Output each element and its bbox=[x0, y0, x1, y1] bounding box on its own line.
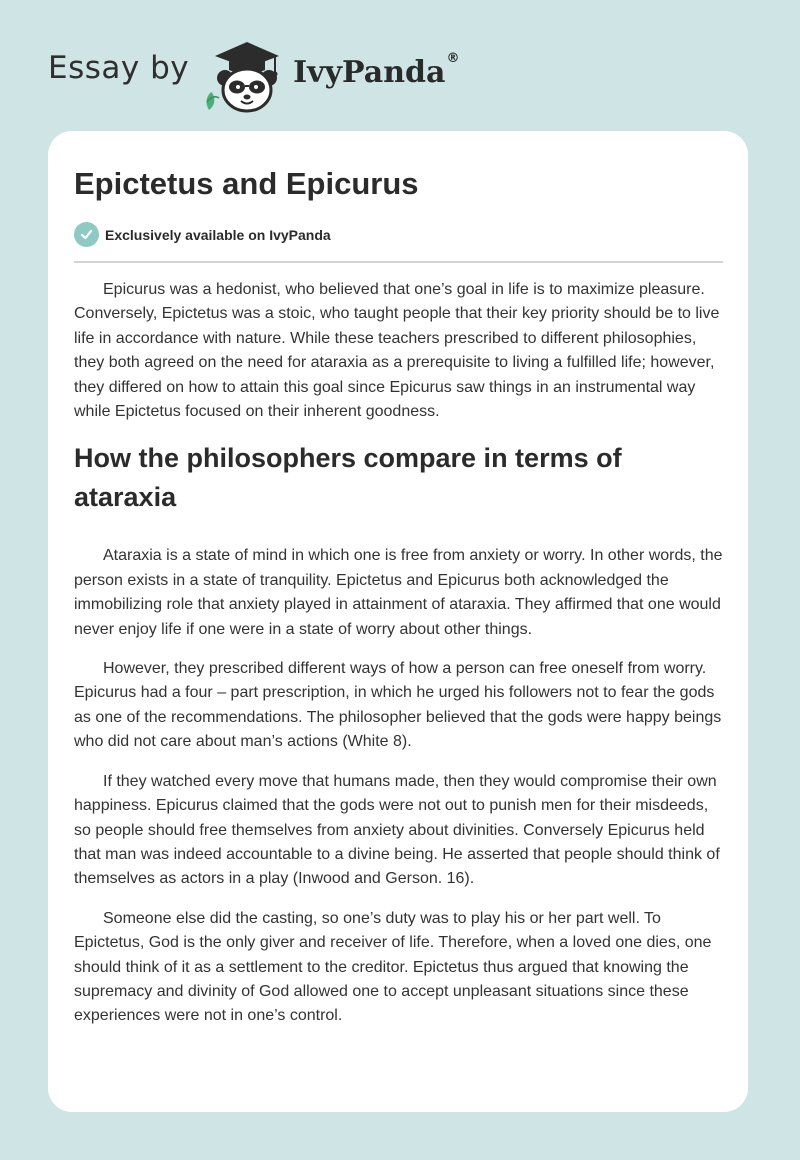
page-title: Epictetus and Epicurus bbox=[74, 166, 419, 201]
brand-name: IvyPanda® bbox=[293, 50, 460, 90]
body-paragraph: However, they prescribed different ways of how a person can free oneself from worry. Epicurus had a four – part prescription, in which he urged his followers not to fear the gods as one of the recommendations. The philosopher believed that the gods were happy beings who did not care about man’s actions (White 8). bbox=[74, 660, 722, 751]
check-icon bbox=[74, 222, 99, 247]
badge-text: Exclusively available on IvyPanda bbox=[105, 226, 331, 243]
divider bbox=[74, 261, 723, 263]
panda-logo-icon bbox=[201, 34, 293, 114]
body-paragraph: Ataraxia is a state of mind in which one is free from anxiety or worry. In other words, the person exists in a state of tranquility. Epictetus and Epicurus both acknowledged the immobilizing role that anxiety played in attainment of ataraxia. They affirmed that one would never enjoy life if one were in a state of worry about other things. bbox=[74, 547, 723, 638]
body-paragraph: If they watched every move that humans made, then they would compromise their own happiness. Epicurus claimed that the gods were not out to punish men for their misdeeds, so people should free themselves from anxiety about divinities. Conversely Epicurus held that man was indeed accountable to a divine being. He asserted that people should think of themselves as actors in a play (Inwood and Gerson. 16). bbox=[74, 772, 720, 888]
site-brand[interactable] bbox=[48, 34, 459, 114]
essay-card bbox=[48, 131, 748, 1112]
brand-prefix: Essay by bbox=[48, 50, 190, 86]
intro-paragraph: Epicurus was a hedonist, who believed that one’s goal in life is to maximize pleasure. Conversely, Epictetus was a stoic, who taught people that their key priority should be to live life in accordance with nature. While these teachers prescribed to different philosophies, they both agreed on the need for ataraxia as a prerequisite to living a fulfilled life; however, they differed on how to attain this goal since Epicurus saw things in an instrumental way while Epictetus focused on their inherent goodness. bbox=[74, 281, 720, 421]
exclusive-badge bbox=[74, 222, 331, 247]
body-paragraph: Someone else did the casting, so one’s duty was to play his or her part well. To Epictetus, God is the only giver and receiver of life. Therefore, when a loved one dies, one should think of it as a settlement to the creditor. Epictetus thus argued that knowing the supremacy and divinity of God allowed one to accept unpleasant situations since these experiences were not in one’s control. bbox=[74, 909, 712, 1025]
section-heading: How the philosophers compare in terms of ataraxia bbox=[74, 443, 622, 513]
essay-body bbox=[74, 278, 726, 1044]
